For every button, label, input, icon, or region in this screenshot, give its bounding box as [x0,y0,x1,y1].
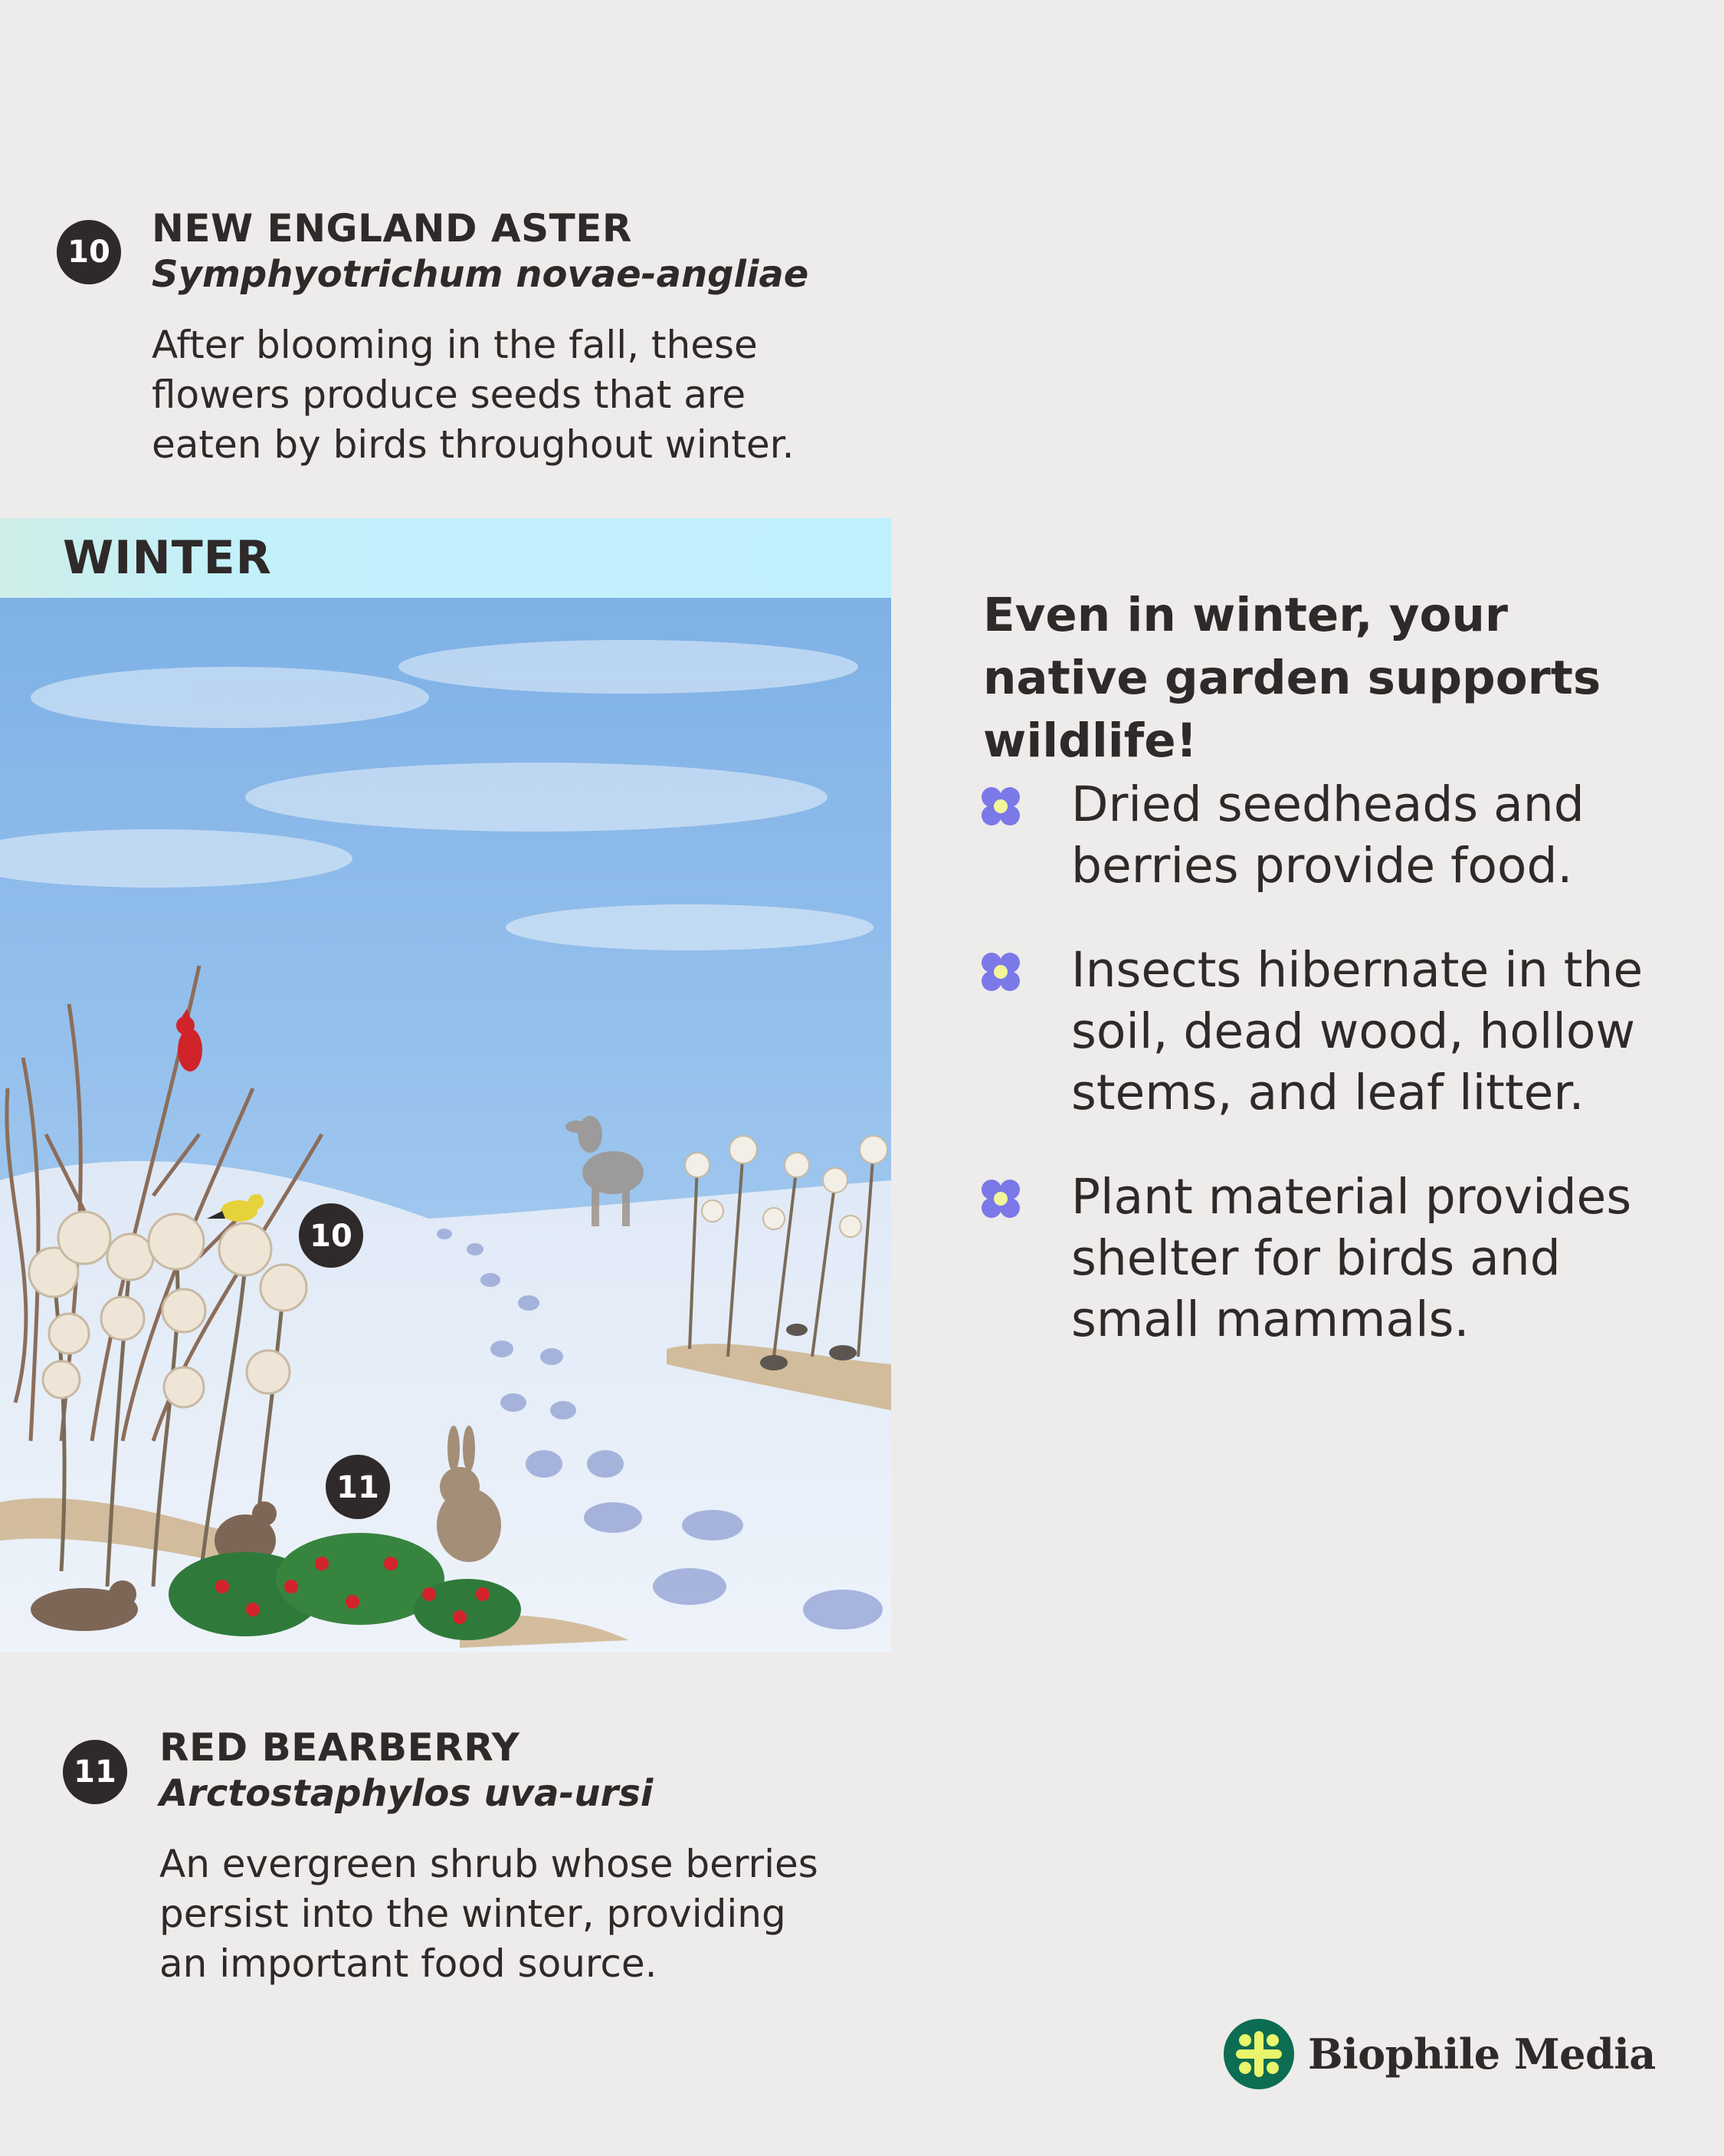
brand-name: Biophile Media [1308,2030,1656,2079]
flower-icon [978,1176,1024,1222]
flower-icon [978,949,1024,995]
list-item-text: Insects hibernate in the soil, dead wood, hollow stems, and leaf litter. [1071,942,1644,1121]
plant-common-name: RED BEARBERRY [159,1725,520,1770]
plant-latin-name: Arctostaphylos uva-ursi [159,1772,654,1815]
plant-common-name: NEW ENGLAND ASTER [152,206,632,251]
plant-description: After blooming in the fall, these flowers produce seeds that are eaten by birds throughout winter. [152,323,795,467]
list-item [978,1167,1667,1350]
winter-garden-illustration [0,598,891,1652]
winter-scene-svg [0,598,891,1652]
scene-marker-11-label: 11 [336,1470,379,1505]
season-header-bar [0,518,891,598]
list-item-text: Plant material provides shelter for birds and small mammals. [1071,1169,1632,1347]
plant-info-new-england-aster [152,205,841,470]
plant-number-badge: 10 [57,220,121,284]
biophile-logo-icon [1224,2019,1294,2089]
flower-icon [978,783,1024,829]
plant-latin-name: Symphyotrichum novae-angliae [152,253,809,296]
scene-marker-10-label: 10 [310,1219,352,1254]
plant-description: An evergreen shrub whose berries persist into the winter, providing an important food source. [159,1842,818,1986]
headline: Even in winter, your native garden supports wildlife! [983,588,1601,768]
brand-footer [1224,2019,1656,2089]
benefits-list [978,774,1667,1350]
plant-info-red-bearberry [159,1724,849,1989]
list-item-text: Dried seedheads and berries provide food. [1071,776,1585,894]
plant-number-badge: 11 [63,1740,127,1804]
list-item [978,774,1667,897]
list-item [978,940,1667,1124]
season-label: WINTER [63,531,272,585]
